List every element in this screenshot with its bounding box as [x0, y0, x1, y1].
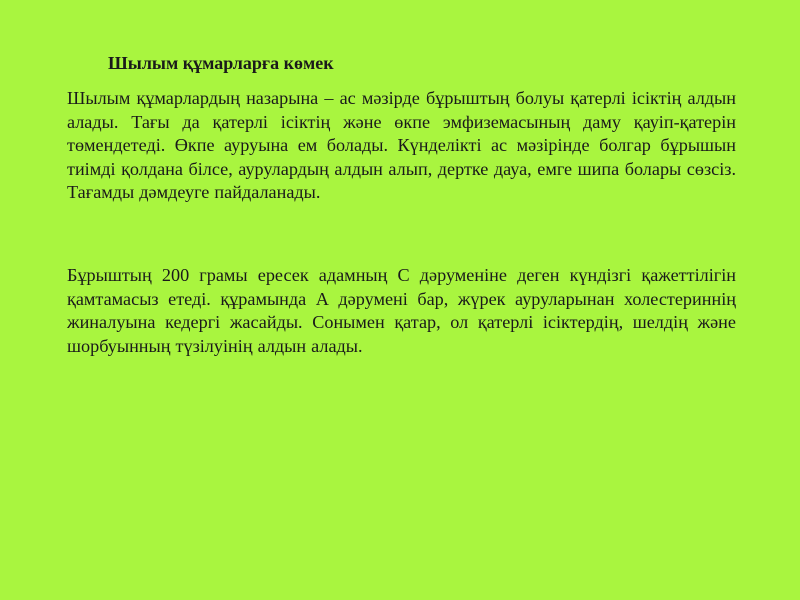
paragraph-1: Шылым құмарлардың назарына – ас мәзірде бұрыштың болуы қатерлі ісіктің алдын алады. Тағы да қатерлі ісіктің және өкпе эмфиземасының даму қауіп-қатерін төмендетеді. Өкпе ауруына ем болады. Күнделікті ас мәзірінде болгар бұрышын тиімді қолдана білсе, аурулардың алдын алып, дертке дауа, емге шипа болары сөзсіз. Тағамды дәмдеуге пайдаланады.	[67, 88, 736, 203]
slide-title: Шылым құмарларға көмек	[108, 53, 334, 73]
paragraph-2: Бұрыштың 200 грамы ересек адамның С дәруменіне деген күндізгі қажеттілігін қамтамасыз етеді. құрамында А дәрумені бар, жүрек ауруларынан холестериннің жиналуына кедергі жасайды. Сонымен қатар, ол қатерлі ісіктердің, шелдің және шорбуынның түзілуінің алдын алады.	[67, 265, 736, 356]
